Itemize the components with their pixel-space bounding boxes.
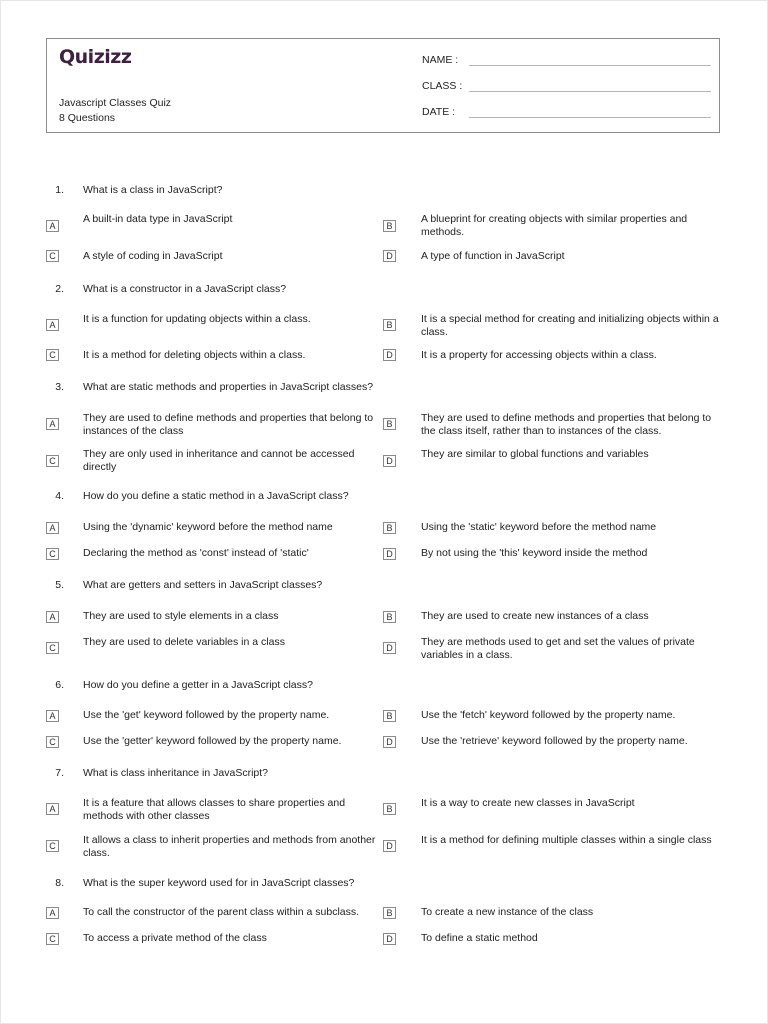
option-c-text: They are only used in inheritance and cannot be accessed directly (83, 448, 355, 473)
question-number: 6. (55, 679, 64, 691)
option-a-box[interactable]: A (46, 220, 59, 232)
question-number: 7. (55, 767, 64, 779)
option-d-text: They are similar to global functions and variables (421, 448, 649, 460)
option-a-text: A built-in data type in JavaScript (83, 213, 233, 225)
option-b-box[interactable]: B (383, 418, 396, 430)
question-text: How do you define a getter in a JavaScript class? (83, 679, 313, 691)
option-a-text: It is a function for updating objects within a class. (83, 313, 311, 325)
question-text: What is a class in JavaScript? (83, 184, 223, 196)
question-number: 8. (55, 877, 64, 889)
option-b-text: Using the 'static' keyword before the method name (421, 521, 657, 533)
option-a-text: Using the 'dynamic' keyword before the method name (83, 521, 333, 533)
quiz-header (46, 38, 720, 133)
option-b-box[interactable]: B (383, 611, 396, 623)
option-a-box[interactable]: A (46, 522, 59, 534)
option-d-text: It is a property for accessing objects within a class. (421, 349, 657, 361)
class-label: CLASS : (422, 80, 463, 92)
question-text: What is a constructor in a JavaScript class? (83, 283, 287, 295)
option-d-box[interactable]: D (383, 548, 396, 560)
class-field[interactable] (469, 91, 711, 92)
option-d-box[interactable]: D (383, 250, 396, 262)
option-b-box[interactable]: B (383, 710, 396, 722)
option-d-box[interactable]: D (383, 933, 396, 945)
option-d-box[interactable]: D (383, 736, 396, 748)
option-c-box[interactable]: C (46, 250, 59, 262)
option-d-box[interactable]: D (383, 642, 396, 654)
option-c-box[interactable]: C (46, 642, 59, 654)
question-number: 5. (55, 579, 64, 591)
name-label: NAME : (422, 54, 459, 66)
date-label: DATE : (422, 106, 456, 118)
option-a-box[interactable]: A (46, 319, 59, 331)
option-c-box[interactable]: C (46, 455, 59, 467)
option-d-text: To define a static method (421, 932, 538, 944)
question-text: What is class inheritance in JavaScript? (83, 767, 268, 779)
option-a-box[interactable]: A (46, 803, 59, 815)
option-b-text: It is a special method for creating and initializing objects within a class. (421, 313, 719, 338)
option-c-text: To access a private method of the class (83, 932, 267, 944)
option-d-text: Use the 'retrieve' keyword followed by the property name. (421, 735, 688, 747)
option-a-text: To call the constructor of the parent class within a subclass. (83, 906, 360, 918)
option-b-text: Use the 'fetch' keyword followed by the property name. (421, 709, 676, 721)
option-d-text: By not using the 'this' keyword inside the method (421, 547, 648, 559)
option-a-text: They are used to style elements in a class (83, 610, 279, 622)
option-d-box[interactable]: D (383, 455, 396, 467)
option-c-text: Use the 'getter' keyword followed by the property name. (83, 735, 342, 747)
option-d-box[interactable]: D (383, 349, 396, 361)
option-d-text: A type of function in JavaScript (421, 250, 565, 262)
option-d-text: It is a method for defining multiple classes within a single class (421, 834, 712, 846)
option-a-text: Use the 'get' keyword followed by the property name. (83, 709, 330, 721)
option-b-box[interactable]: B (383, 319, 396, 331)
quiz-title: Javascript Classes Quiz (59, 97, 172, 109)
option-a-box[interactable]: A (46, 418, 59, 430)
option-c-box[interactable]: C (46, 736, 59, 748)
option-b-text: A blueprint for creating objects with similar properties and methods. (421, 213, 688, 238)
option-c-box[interactable]: C (46, 548, 59, 560)
question-count: 8 Questions (59, 112, 116, 124)
option-c-text: Declaring the method as 'const' instead of 'static' (83, 547, 309, 559)
option-d-box[interactable]: D (383, 840, 396, 852)
option-a-text: It is a feature that allows classes to share properties and methods with other classes (83, 797, 346, 822)
option-b-text: To create a new instance of the class (421, 906, 594, 918)
option-a-box[interactable]: A (46, 710, 59, 722)
option-d-text: They are methods used to get and set the values of private variables in a class. (421, 636, 695, 661)
option-b-box[interactable]: B (383, 522, 396, 534)
option-a-box[interactable]: A (46, 611, 59, 623)
option-c-box[interactable]: C (46, 933, 59, 945)
option-b-text: It is a way to create new classes in JavaScript (421, 797, 635, 809)
option-b-box[interactable]: B (383, 907, 396, 919)
option-c-box[interactable]: C (46, 840, 59, 852)
question-text: What are getters and setters in JavaScript classes? (83, 579, 323, 591)
option-a-text: They are used to define methods and properties that belong to instances of the class (83, 412, 374, 437)
quizizz-logo: Quizizz (59, 46, 132, 68)
question-text: What are static methods and properties in JavaScript classes? (83, 381, 374, 393)
option-c-text: A style of coding in JavaScript (83, 250, 223, 262)
name-field[interactable] (469, 65, 711, 66)
question-number: 1. (55, 184, 64, 196)
question-text: What is the super keyword used for in JavaScript classes? (83, 877, 355, 889)
option-c-text: They are used to delete variables in a class (83, 636, 285, 648)
option-c-text: It allows a class to inherit properties and methods from another class. (83, 834, 376, 859)
question-text: How do you define a static method in a JavaScript class? (83, 490, 349, 502)
date-field[interactable] (469, 117, 711, 118)
option-b-text: They are used to create new instances of a class (421, 610, 649, 622)
option-b-box[interactable]: B (383, 803, 396, 815)
option-b-text: They are used to define methods and properties that belong to the class itself, rather than to instances of the class. (421, 412, 712, 437)
question-number: 3. (55, 381, 64, 393)
option-c-text: It is a method for deleting objects within a class. (83, 349, 306, 361)
question-number: 2. (55, 283, 64, 295)
option-a-box[interactable]: A (46, 907, 59, 919)
question-number: 4. (55, 490, 64, 502)
option-b-box[interactable]: B (383, 220, 396, 232)
option-c-box[interactable]: C (46, 349, 59, 361)
